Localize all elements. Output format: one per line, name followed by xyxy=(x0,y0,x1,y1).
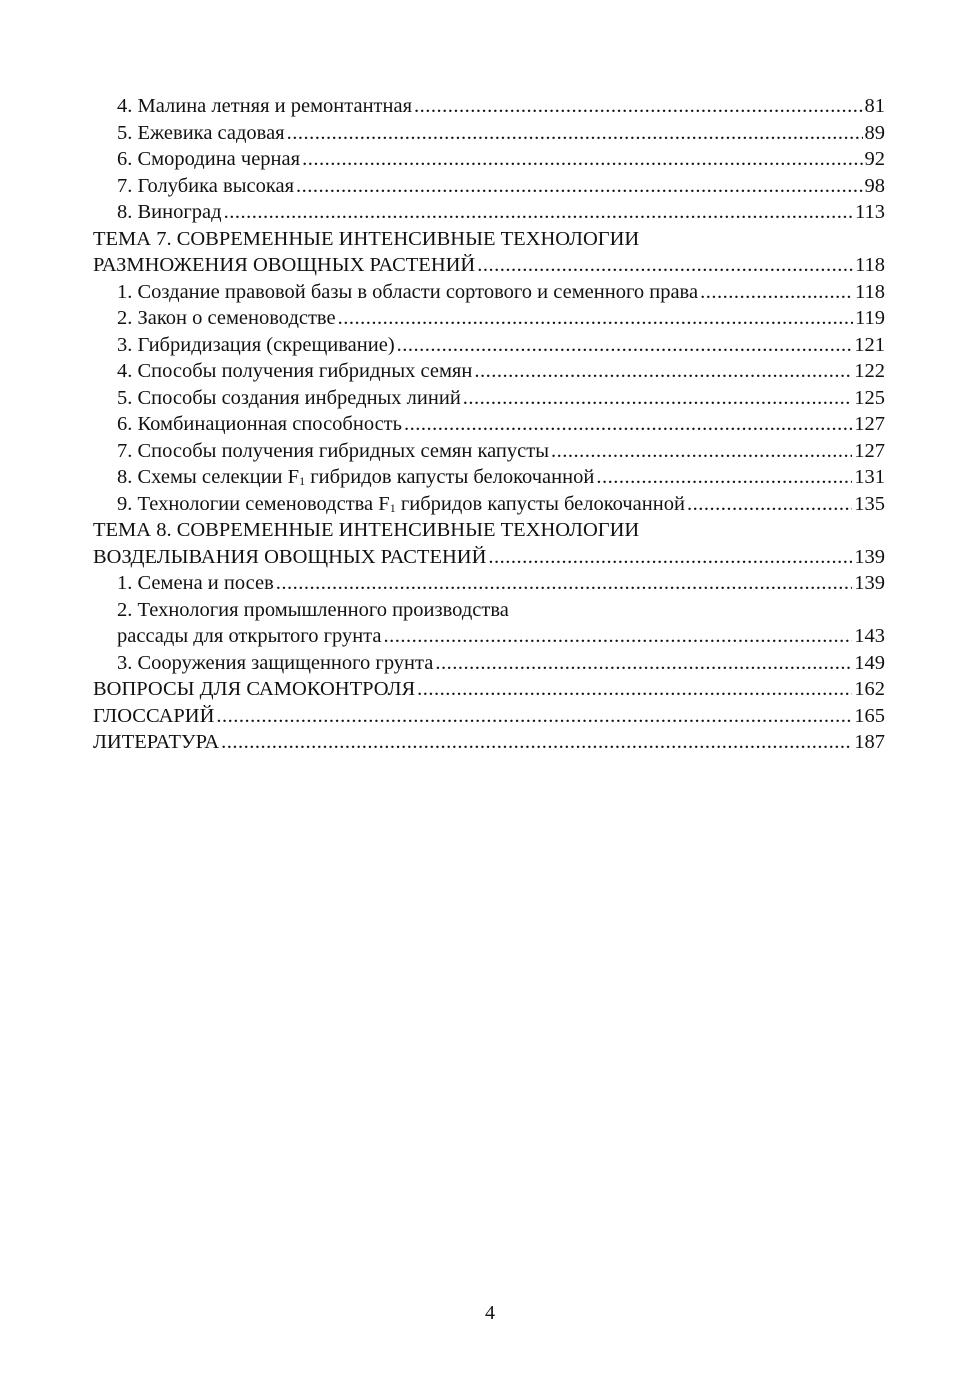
toc-section-heading-8-cont xyxy=(93,544,885,571)
dot-leader xyxy=(596,464,852,491)
toc-entry-zakon xyxy=(93,305,885,332)
dot-leader xyxy=(384,623,853,650)
toc-entry-tekhnologiya-rassady xyxy=(93,597,885,624)
toc-entry-title xyxy=(117,491,685,518)
toc-entry-literatura xyxy=(93,729,885,756)
toc-entry-title: 6. Комбинационная способность xyxy=(117,413,402,435)
toc-entry-semena-kapusty xyxy=(93,438,885,465)
toc-entry-title: РАЗМНОЖЕНИЯ ОВОЩНЫХ РАСТЕНИЙ xyxy=(93,254,476,276)
toc-entry-page: 149 xyxy=(854,651,885,674)
toc-entry-title: 4. Способы получения гибридных семян xyxy=(117,360,473,382)
toc-entry-page: 118 xyxy=(855,254,885,276)
toc-entry-title: рассады для открытого грунта xyxy=(117,625,382,647)
toc-entry-inbrednye-linii xyxy=(93,385,885,412)
toc-entry-ezhevika xyxy=(93,120,885,147)
dot-leader xyxy=(488,544,852,571)
toc-entry-voprosy xyxy=(93,676,885,703)
toc-entry-title: 2. Закон о семеноводстве xyxy=(117,307,336,329)
dot-leader xyxy=(276,570,853,597)
toc-section-heading-7 xyxy=(93,226,885,253)
toc-entry-title: 2. Технология промышленного производства xyxy=(117,598,509,621)
dot-leader xyxy=(435,650,852,677)
dot-leader xyxy=(404,411,852,438)
dot-leader xyxy=(463,385,852,412)
toc-entry-skhemy-selektsii xyxy=(93,464,885,491)
dot-leader xyxy=(338,305,853,332)
toc-entry-page: 127 xyxy=(854,439,885,462)
title-part: гибридов капусты белокочанной xyxy=(395,492,685,515)
toc-entry-page: 187 xyxy=(854,731,885,753)
toc-entry-title: 1. Семена и посев xyxy=(117,572,274,594)
toc-entry-page: 135 xyxy=(854,492,885,515)
toc-section-heading-7-cont xyxy=(93,252,885,279)
dot-leader xyxy=(397,332,853,359)
toc-entry-page: 98 xyxy=(864,174,885,197)
toc-entry-page: 119 xyxy=(855,307,885,329)
page-number: 4 xyxy=(485,1302,495,1324)
toc-entry-title: 1. Создание правовой базы в области сортового и семенного права xyxy=(117,280,699,303)
toc-entry-title: ВОЗДЕЛЫВАНИЯ ОВОЩНЫХ РАСТЕНИЙ xyxy=(93,545,487,568)
toc-entry-title: 6. Смородина черная xyxy=(117,148,301,170)
toc-entry-page: 121 xyxy=(854,333,885,356)
toc-entry-title: 4. Малина летняя и ремонтантная xyxy=(117,95,413,117)
toc-entry-page: 139 xyxy=(854,572,885,594)
toc-entry-page: 165 xyxy=(854,704,885,727)
toc-entry-tekhnologii-semenovodstva xyxy=(93,491,885,518)
toc-entry-title: ТЕМА 7. СОВРЕМЕННЫЕ ИНТЕНСИВНЫЕ ТЕХНОЛОГИИ xyxy=(93,227,640,250)
dot-leader xyxy=(477,252,853,279)
toc-entry-title: 3. Гибридизация (скрещивание) xyxy=(117,333,395,356)
dot-leader xyxy=(296,173,863,200)
dot-leader xyxy=(551,438,852,465)
subscript: 1 xyxy=(389,500,396,515)
toc-entry-page: 92 xyxy=(864,148,885,170)
toc-entry-smorodina xyxy=(93,146,885,173)
toc-entry-page: 113 xyxy=(855,201,885,223)
toc-entry-title: ВОПРОСЫ ДЛЯ САМОКОНТРОЛЯ xyxy=(93,678,416,700)
toc-entry-page: 122 xyxy=(854,360,885,382)
toc-entry-title: 7. Способы получения гибридных семян капусты xyxy=(117,439,549,462)
toc-entry-glossariy xyxy=(93,703,885,730)
toc-entry-title: 7. Голубика высокая xyxy=(117,174,294,197)
toc-entry-title: ТЕМА 8. СОВРЕМЕННЫЕ ИНТЕНСИВНЫЕ ТЕХНОЛОГИИ xyxy=(93,519,640,541)
toc-entry-golubika xyxy=(93,173,885,200)
toc-entry-sooruzheniya xyxy=(93,650,885,677)
title-part: 9. Технологии семеноводства F xyxy=(117,492,390,515)
toc-entry-page: 131 xyxy=(854,466,885,488)
toc-section-heading-8 xyxy=(93,517,885,544)
dot-leader xyxy=(687,491,852,518)
toc-entry-malina xyxy=(93,93,885,120)
toc-entry-page: 127 xyxy=(854,413,885,435)
toc-entry-title: ЛИТЕРАТУРА xyxy=(93,731,220,753)
toc-entry-page: 89 xyxy=(864,121,885,144)
toc-entry-tekhnologiya-rassady-cont xyxy=(93,623,885,650)
toc-entry-title xyxy=(117,464,594,491)
dot-leader xyxy=(302,146,862,173)
toc-entry-title: 3. Сооружения защищенного грунта xyxy=(117,651,434,674)
toc-entry-title: ГЛОССАРИЙ xyxy=(93,704,215,727)
dot-leader xyxy=(221,729,852,756)
dot-leader xyxy=(474,358,852,385)
toc-entry-page: 118 xyxy=(855,280,885,303)
dot-leader xyxy=(417,676,852,703)
subscript: 1 xyxy=(299,474,306,488)
dot-leader xyxy=(287,120,863,147)
title-part: гибридов капусты белокочанной xyxy=(305,466,595,488)
toc-entry-page: 143 xyxy=(854,625,885,647)
toc-entry-page: 162 xyxy=(854,678,885,700)
dot-leader xyxy=(224,199,853,226)
table-of-contents xyxy=(93,93,885,756)
dot-leader xyxy=(700,279,853,306)
dot-leader xyxy=(414,93,862,120)
toc-entry-page: 139 xyxy=(854,545,885,568)
toc-entry-title: 5. Способы создания инбредных линий xyxy=(117,386,461,409)
toc-entry-title: 5. Ежевика садовая xyxy=(117,121,285,144)
toc-entry-vinograd xyxy=(93,199,885,226)
toc-entry-gibridizatsiya xyxy=(93,332,885,359)
dot-leader xyxy=(216,703,852,730)
toc-entry-title: 8. Виноград xyxy=(117,201,222,223)
toc-entry-page: 81 xyxy=(864,95,885,117)
toc-entry-sposoby-polucheniya xyxy=(93,358,885,385)
toc-entry-pravovaya-baza xyxy=(93,279,885,306)
toc-entry-semena-posev xyxy=(93,570,885,597)
toc-entry-kombinatsionnaya xyxy=(93,411,885,438)
title-part: 8. Схемы селекции F xyxy=(117,466,300,488)
toc-entry-page: 125 xyxy=(854,386,885,409)
